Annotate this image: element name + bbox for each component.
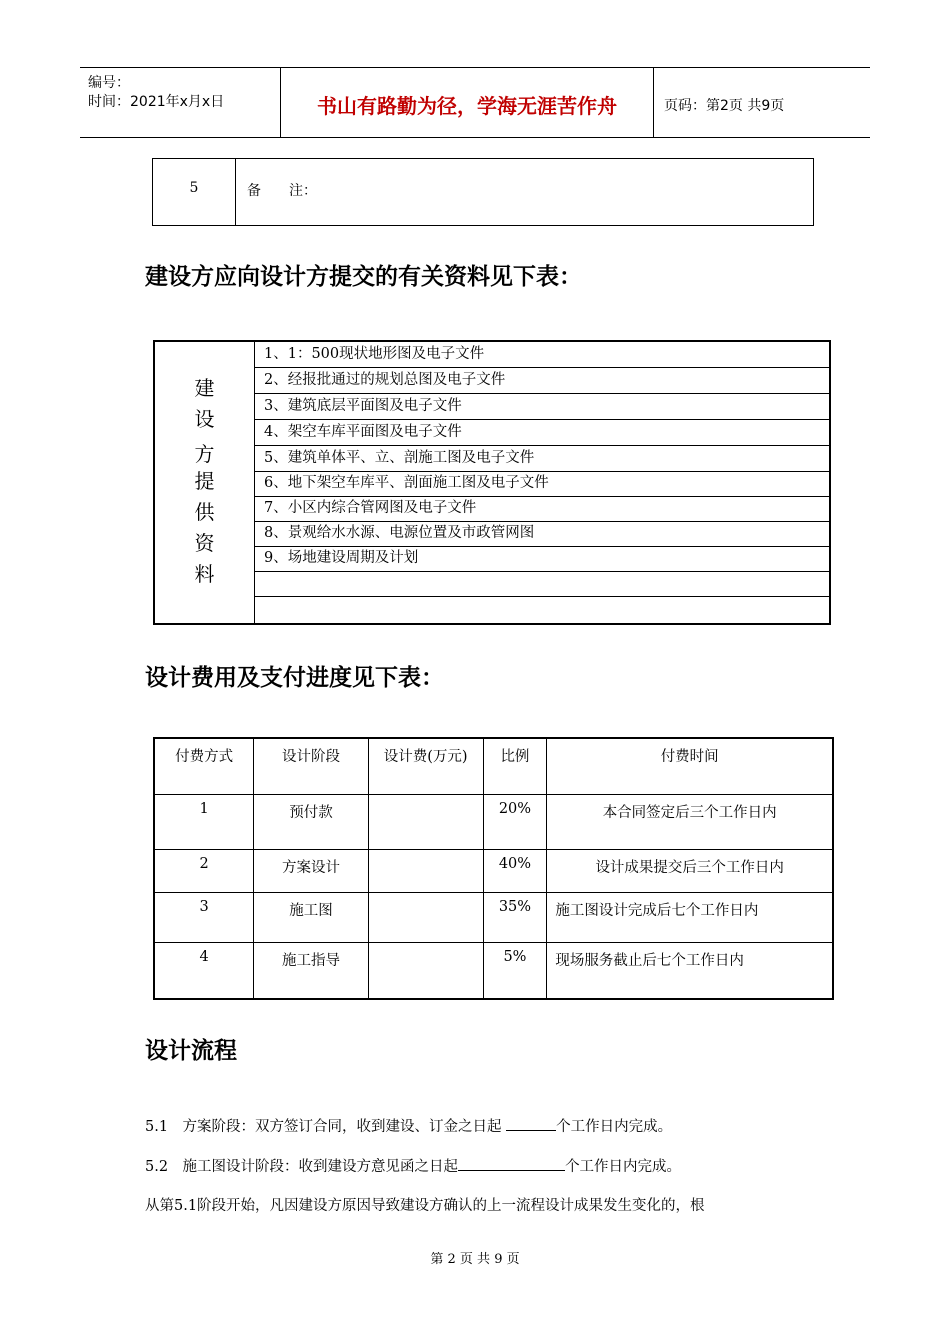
remark-number: 5 bbox=[153, 159, 236, 225]
blank-field bbox=[458, 1158, 565, 1171]
materials-heading: 建设方应向设计方提交的有关资料见下表： bbox=[145, 264, 582, 290]
page-footer: 第 2 页 共 9 页 bbox=[430, 1252, 520, 1267]
materials-row bbox=[255, 420, 829, 446]
materials-row bbox=[255, 471, 829, 497]
materials-row bbox=[255, 496, 829, 522]
side-char: 供 bbox=[194, 500, 215, 524]
materials-item: 4、架空车库平面图及电子文件 bbox=[264, 424, 462, 440]
materials-item bbox=[255, 575, 264, 591]
table-row bbox=[154, 942, 833, 999]
fee-table bbox=[153, 737, 834, 1000]
materials-row bbox=[255, 597, 829, 622]
materials-side-label bbox=[155, 373, 254, 590]
blank-field bbox=[506, 1118, 556, 1131]
cell-fee bbox=[368, 892, 483, 942]
materials-side-cell bbox=[155, 342, 255, 623]
cell-method: 2 bbox=[154, 849, 254, 892]
time-label: 时间：2021年x月x日 bbox=[88, 94, 225, 110]
materials-item: 9、场地建设周期及计划 bbox=[264, 550, 419, 566]
materials-row bbox=[255, 446, 829, 472]
header-left-cell bbox=[80, 68, 281, 137]
materials-row bbox=[255, 394, 829, 420]
header-page-cell bbox=[654, 68, 870, 137]
cell-time: 现场服务截止后七个工作日内 bbox=[547, 942, 833, 999]
page-number-label: 页码：第2页 共9页 bbox=[664, 98, 785, 114]
materials-item: 6、地下架空车库平、剖面施工图及电子文件 bbox=[264, 475, 549, 491]
fee-header-row bbox=[154, 738, 833, 794]
materials-row bbox=[255, 521, 829, 547]
motto: 书山有路勤为径，学海无涯苦作舟 bbox=[317, 94, 617, 118]
cell-fee bbox=[368, 794, 483, 849]
process-step-2-text: 5.2 施工图设计阶段：收到建设方意见函之日起 bbox=[145, 1159, 459, 1175]
materials-item bbox=[255, 601, 264, 617]
col-header-fee: 设计费(万元) bbox=[368, 738, 483, 794]
process-paragraph-1 bbox=[145, 1115, 672, 1136]
cell-time: 施工图设计完成后七个工作日内 bbox=[547, 892, 833, 942]
remark-label: 备 注： bbox=[247, 183, 317, 199]
side-char: 资 bbox=[194, 531, 215, 555]
cell-ratio: 35% bbox=[483, 892, 547, 942]
process-heading: 设计流程 bbox=[145, 1038, 237, 1064]
col-header-stage: 设计阶段 bbox=[254, 738, 369, 794]
side-char: 设 bbox=[194, 407, 215, 431]
materials-row bbox=[255, 571, 829, 597]
table-row bbox=[154, 849, 833, 892]
fees-heading: 设计费用及支付进度见下表： bbox=[145, 665, 444, 691]
process-paragraph-2 bbox=[145, 1155, 681, 1176]
materials-item: 1、1：500现状地形图及电子文件 bbox=[264, 346, 485, 362]
side-char: 建 bbox=[194, 376, 215, 400]
cell-method: 3 bbox=[154, 892, 254, 942]
cell-fee bbox=[368, 849, 483, 892]
side-char: 提 bbox=[194, 469, 215, 493]
cell-method: 1 bbox=[154, 794, 254, 849]
materials-item: 5、建筑单体平、立、剖施工图及电子文件 bbox=[264, 450, 535, 466]
cell-stage: 方案设计 bbox=[254, 849, 369, 892]
cell-stage: 预付款 bbox=[254, 794, 369, 849]
remark-box bbox=[152, 158, 814, 226]
col-header-time: 付费时间 bbox=[547, 738, 833, 794]
cell-ratio: 40% bbox=[483, 849, 547, 892]
materials-row bbox=[255, 546, 829, 572]
process-step-2-suffix: 个工作日内完成。 bbox=[565, 1159, 682, 1175]
cell-ratio: 20% bbox=[483, 794, 547, 849]
table-row bbox=[154, 794, 833, 849]
number-label: 编号： bbox=[88, 75, 130, 91]
cell-stage: 施工图 bbox=[254, 892, 369, 942]
header-motto-cell bbox=[281, 68, 654, 137]
cell-stage: 施工指导 bbox=[254, 942, 369, 999]
cell-fee bbox=[368, 942, 483, 999]
cell-ratio: 5% bbox=[483, 942, 547, 999]
page-header bbox=[80, 67, 870, 138]
table-row bbox=[154, 892, 833, 942]
materials-item: 8、景观给水水源、电源位置及市政管网图 bbox=[264, 525, 535, 541]
materials-item: 2、经报批通过的规划总图及电子文件 bbox=[264, 372, 506, 388]
process-step-1-suffix: 个工作日内完成。 bbox=[556, 1119, 673, 1135]
materials-row bbox=[255, 368, 829, 394]
materials-row bbox=[255, 342, 829, 368]
col-header-ratio: 比例 bbox=[483, 738, 547, 794]
materials-item: 7、小区内综合管网图及电子文件 bbox=[264, 500, 477, 516]
side-char: 方 bbox=[194, 442, 215, 466]
col-header-method: 付费方式 bbox=[154, 738, 254, 794]
materials-table bbox=[153, 340, 831, 625]
side-char: 料 bbox=[194, 562, 215, 586]
cell-method: 4 bbox=[154, 942, 254, 999]
process-step-1-text: 5.1 方案阶段：双方签订合同，收到建设、订金之日起 bbox=[145, 1119, 507, 1135]
cell-time: 设计成果提交后三个工作日内 bbox=[547, 849, 833, 892]
materials-item: 3、建筑底层平面图及电子文件 bbox=[264, 398, 462, 414]
cell-time: 本合同签定后三个工作日内 bbox=[547, 794, 833, 849]
process-paragraph-3: 从第5.1阶段开始，凡因建设方原因导致建设方确认的上一流程设计成果发生变化的，根 bbox=[145, 1198, 705, 1214]
